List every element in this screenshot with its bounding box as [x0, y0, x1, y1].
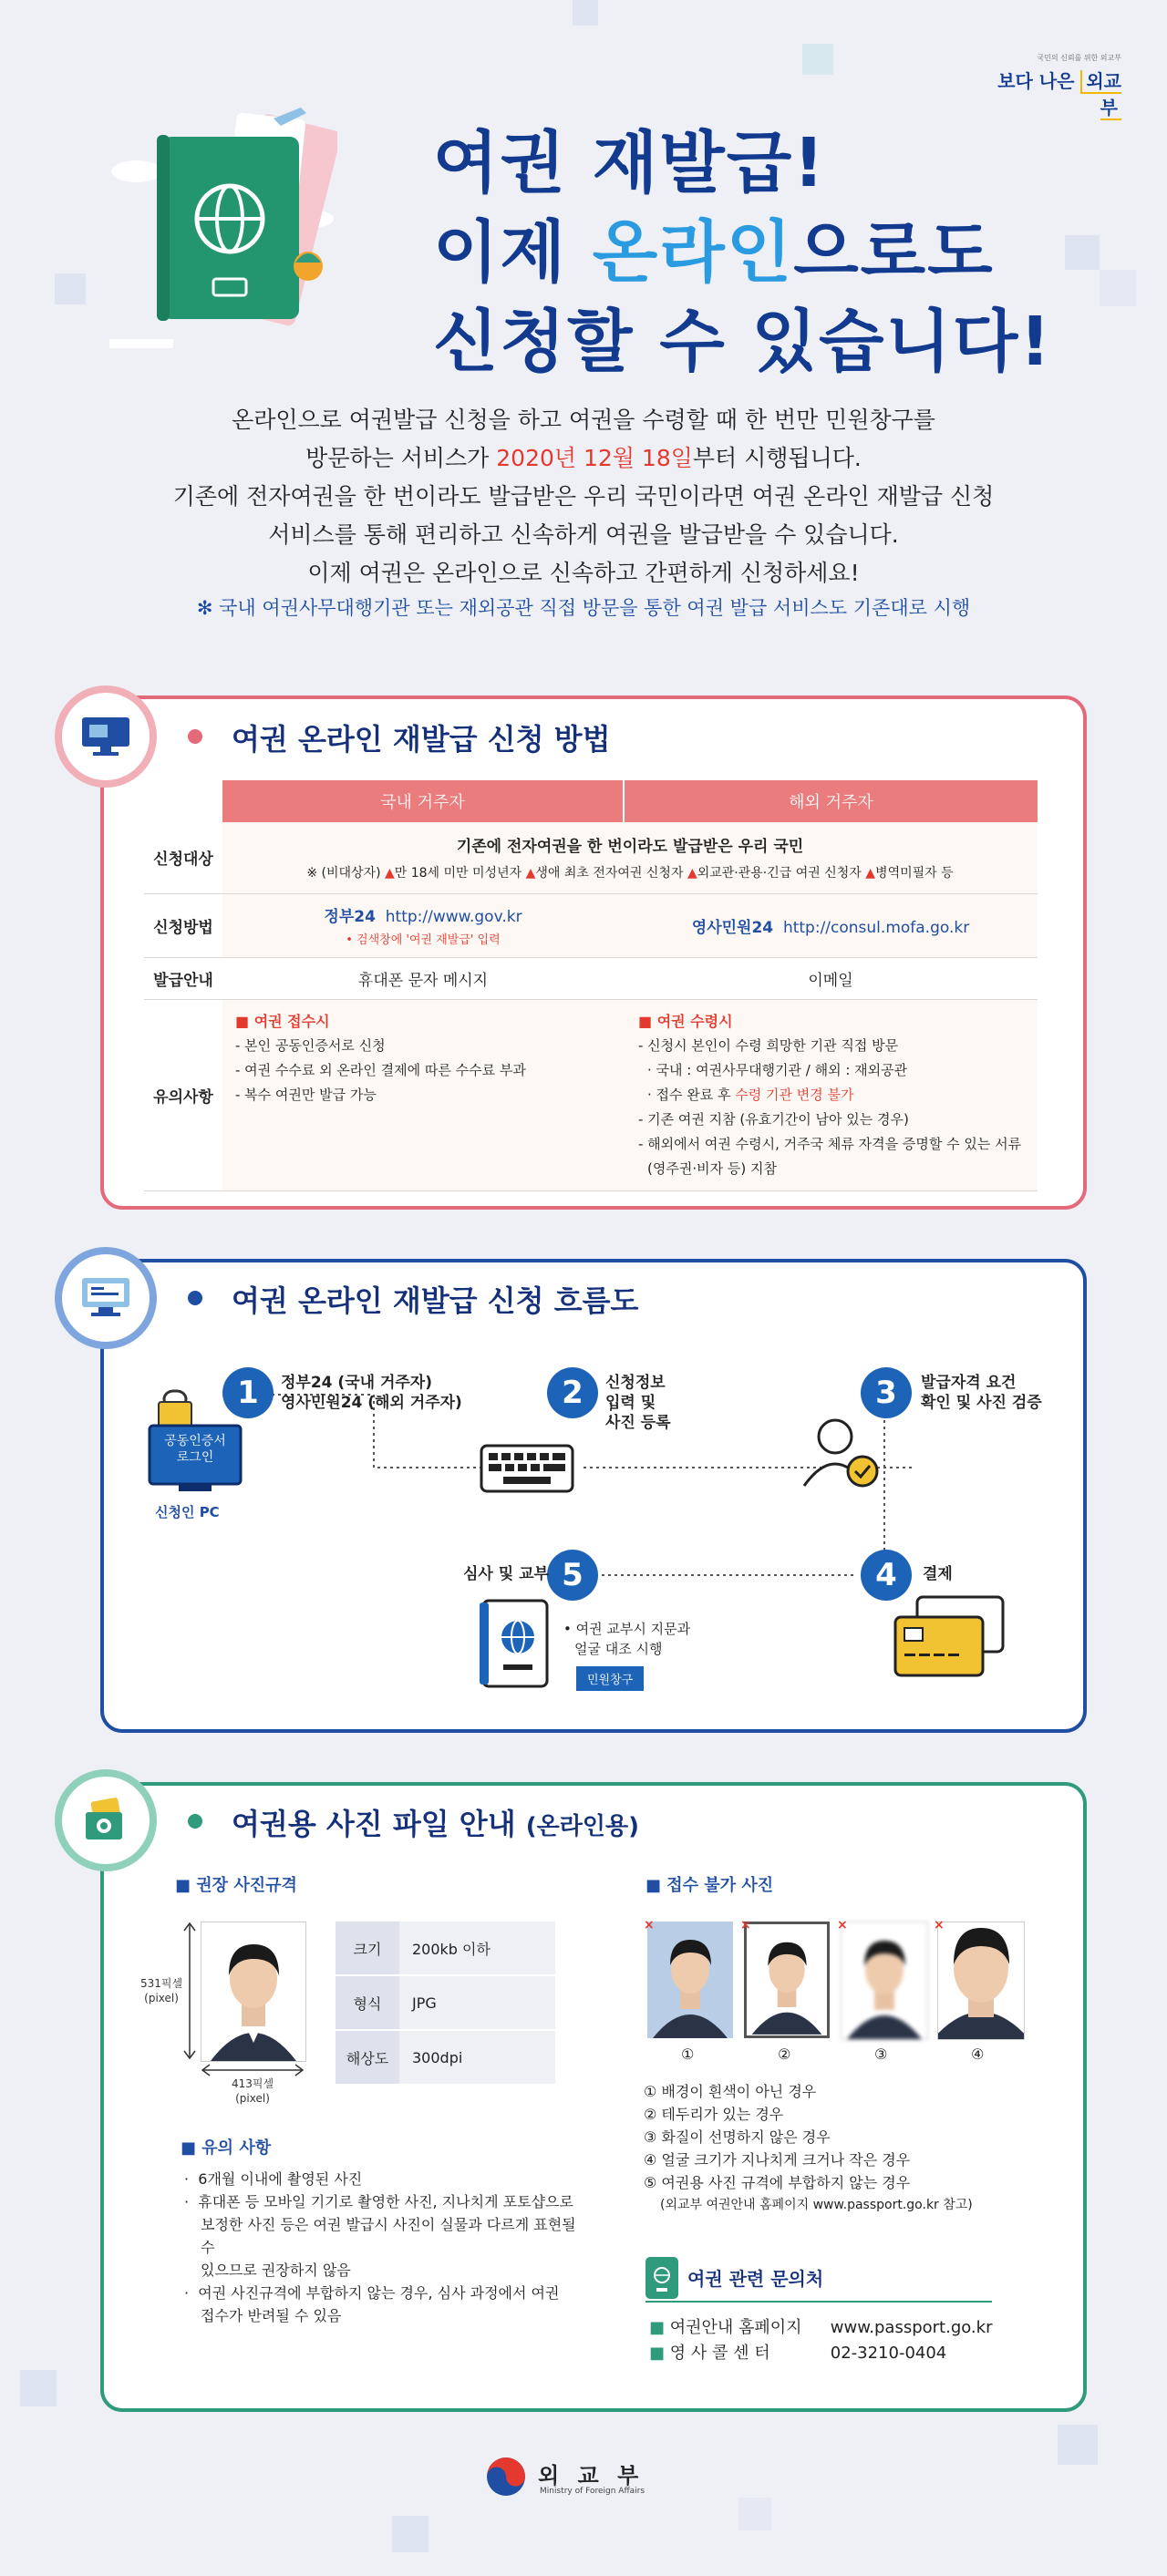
step2-text	[605, 1373, 671, 1433]
brand-logo	[985, 53, 1121, 118]
height-value: 531픽셀	[140, 1977, 183, 1990]
caution-ovs-head: ■ 여권 수령시	[638, 1012, 733, 1030]
step5-text: 심사 및 교부	[463, 1565, 549, 1583]
reject-reason-1: ① 배경이 흰색이 아닌 경우	[644, 2083, 817, 2100]
row-label-caution: 유의사항	[144, 999, 222, 1190]
contact-callcenter-label: 영 사 콜 센 터	[669, 2344, 770, 2363]
width-value: 413픽셀	[231, 2077, 274, 2090]
intro-text	[0, 401, 1167, 592]
page-title	[433, 118, 1052, 386]
credit-card-icon	[892, 1593, 1007, 1685]
gov24-hint: • 검색창에 '여권 재발급' 입력	[346, 933, 501, 947]
section-dot	[188, 1814, 202, 1829]
height-dimension-arrow	[181, 1922, 199, 2060]
col-domestic: 국내 거주자	[222, 780, 624, 822]
civil-counter-badge: 민원창구	[576, 1666, 644, 1691]
gov24-label: 정부24	[324, 908, 376, 926]
apply-method-table	[144, 780, 1038, 1191]
caution-list: · 6개월 이내에 촬영된 사진 · 휴대폰 등 모바일 기기로 촬영한 사진, 지나치게 포토샵으로 보정한 사진 등은 여권 발급시 사진이 실물과 다르게 표현될 수 있으므로 권장하지 않음 · 여권 사진규격에 부합하지 않는 경우, 심사 과정에서 여권 접수가 반려될 수 있음	[184, 2168, 585, 2327]
row-label-method: 신청방법	[144, 893, 222, 957]
photo-money-icon	[55, 1769, 157, 1871]
computer-icon	[55, 1247, 157, 1349]
reject-reason-2: ② 테두리가 있는 경우	[644, 2106, 784, 2123]
sample-passport-photo	[201, 1922, 306, 2062]
target-main: 기존에 전자여권을 한 번이라도 발급받은 우리 국민	[456, 838, 804, 857]
pc-label1: 공동인증서	[164, 1434, 226, 1448]
contact-list: ■ 여권안내 홈페이지 www.passport.go.kr ■ 영 사 콜 센 터 02-3210-0404	[649, 2315, 992, 2366]
contact-heading: 여권 관련 문의처	[687, 2268, 824, 2290]
target-sub-b: 만 18세 미만 미성년자	[394, 866, 526, 881]
reject-num-4: ④	[971, 2045, 985, 2063]
section-dot	[188, 1291, 202, 1305]
step1-line1: 정부24 (국내 거주자)	[281, 1374, 432, 1392]
consul24-label: 영사민원24	[691, 918, 774, 937]
footer-ministry-eng: Ministry of Foreign Affairs	[540, 2487, 645, 2496]
intro-line2-a: 방문하는 서비스가	[305, 445, 497, 471]
footer-ministry-name: 외 교 부	[538, 2463, 645, 2488]
reject-num-1: ①	[681, 2045, 695, 2063]
intro-line4: 서비스를 통해 편리하고 신속하게 여권을 발급받을 수 있습니다.	[268, 521, 899, 548]
section-title-apply: 여권 온라인 재발급 신청 방법	[232, 722, 611, 757]
gov24-link[interactable]: http://www.gov.kr	[385, 908, 522, 926]
intro-line1: 온라인으로 여권발급 신청을 하고 여권을 수령할 때 한 번만 민원창구를	[232, 407, 935, 433]
caution-item-2c: 있으므로 권장하지 않음	[201, 2262, 351, 2279]
photo-spec-table	[336, 1922, 555, 2086]
passport-illustration	[100, 91, 337, 355]
caution-ovs-3a: · 접수 완료 후	[647, 1086, 736, 1103]
contact-callcenter-number: 02-3210-0404	[830, 2344, 947, 2363]
intro-line2-b: 부터 시행됩니다.	[692, 445, 862, 471]
caution-domestic	[222, 999, 624, 1190]
width-unit: (pixel)	[235, 2092, 270, 2105]
intro-line5: 이제 여권은 온라인으로 신속하고 간편하게 신청하세요!	[307, 560, 860, 586]
mofa-emblem-icon	[485, 2456, 527, 2501]
section-title-photo	[232, 1801, 639, 1843]
caution-ovs-1: - 신청시 본인이 수령 희망한 기관 직접 방문	[638, 1036, 899, 1054]
caution-item-1: 6개월 이내에 촬영된 사진	[198, 2170, 363, 2188]
spec-key: 해상도	[336, 2030, 399, 2085]
height-label	[140, 1976, 182, 2005]
intro-line3: 기존에 전자여권을 한 번이라도 발급받은 우리 국민이라면 여권 온라인 재발급 신청	[172, 483, 995, 510]
section-title-flow: 여권 온라인 재발급 신청 흐름도	[232, 1283, 639, 1318]
reject-reason-5-note: (외교부 여권안내 홈페이지 www.passport.go.kr 참고)	[660, 2198, 973, 2212]
reject-reason-3: ③ 화질이 선명하지 않은 경우	[644, 2128, 831, 2146]
spec-key: 형식	[336, 1975, 399, 2030]
reject-reasons	[644, 2080, 973, 2217]
reject-reason-4: ④ 얼굴 크기가 지나치게 크거나 작은 경우	[644, 2151, 911, 2169]
photo-title-suffix: (온라인용)	[525, 1813, 640, 1840]
intro-note: ✻ 국내 여권사무대행기관 또는 재외공관 직접 방문을 통한 여권 발급 서비스도 기존대로 시행	[196, 597, 971, 619]
step3-line2: 확인 및 사진 검증	[921, 1394, 1042, 1412]
brand-line1: 보다 나은	[997, 70, 1075, 92]
caution-heading: ■ 유의 사항	[181, 2138, 272, 2158]
contact-divider	[645, 2301, 992, 2303]
passport-book-icon	[478, 1599, 551, 1694]
section-dot	[188, 729, 202, 744]
step5-note1: • 여권 교부시 지문과	[563, 1621, 691, 1637]
step4-text: 결제	[923, 1565, 953, 1583]
consul24-link[interactable]: http://consul.mofa.go.kr	[782, 918, 970, 937]
step2-line1: 신청정보	[605, 1374, 666, 1392]
row-target: 기존에 전자여권을 한 번이라도 발급받은 우리 국민 ※ (비대상자) ▲만 18세 미만 미성년자 ▲생애 최초 전자여권 신청자 ▲외교관·관용·긴급 여권 신청자 ▲병역미필자 등	[222, 822, 1038, 893]
target-sub-c: 생애 최초 전자여권 신청자	[535, 866, 687, 881]
title-line2-c: 으로도	[793, 213, 995, 292]
target-sub-d: 외교관·관용·긴급 여권 신청자	[697, 866, 866, 881]
step3-line1: 발급자격 요건	[921, 1374, 1017, 1392]
keyboard-icon	[480, 1440, 574, 1499]
caution-dom-head: ■ 여권 접수시	[235, 1012, 330, 1030]
reject-x-icon: ×	[740, 1918, 751, 1932]
step5-circle: 5	[547, 1550, 598, 1601]
rejected-photo-3	[841, 1922, 928, 2040]
caution-ovs-2: · 국내 : 여권사무대행기관 / 해외 : 재외공관	[647, 1061, 908, 1078]
pc-label2: 로그인	[176, 1450, 214, 1465]
photo-title-main: 여권용 사진 파일 안내	[232, 1807, 516, 1841]
intro-date: 2020년 12월 18일	[496, 445, 693, 471]
step3-text	[921, 1373, 1042, 1413]
title-line2-a: 이제	[433, 213, 593, 292]
title-line1: 여권 재발급!	[433, 124, 826, 202]
contact-homepage-label: 여권안내 홈페이지	[669, 2318, 802, 2337]
reject-x-icon: ×	[837, 1918, 848, 1932]
notice-overseas: 이메일	[624, 957, 1038, 999]
rejected-photo-1	[647, 1922, 733, 2038]
rejected-photo-4	[937, 1922, 1025, 2040]
width-label	[219, 2076, 286, 2106]
caution-dom-3: - 복수 여권만 발급 가능	[235, 1086, 377, 1103]
row-label-target: 신청대상	[144, 822, 222, 893]
caution-dom-1: - 본인 공동인증서로 신청	[235, 1036, 386, 1054]
step2-line3: 사진 등록	[605, 1414, 671, 1432]
reject-heading: ■ 접수 불가 사진	[645, 1876, 774, 1895]
spec-heading: ■ 권장 사진규격	[175, 1876, 297, 1895]
target-sub-e: 병역미필자 등	[875, 866, 954, 881]
user-verified-icon	[795, 1411, 886, 1497]
rejected-photo-2	[744, 1922, 830, 2038]
spec-value: 300dpi	[399, 2030, 555, 2085]
title-line3: 신청할 수 있습니다!	[433, 303, 1053, 381]
row-label-notice: 발급안내	[144, 957, 222, 999]
caution-item-2a: 휴대폰 등 모바일 기기로 촬영한 사진, 지나치게 포토샵으로	[198, 2193, 573, 2210]
col-overseas: 해외 거주자	[624, 780, 1038, 822]
monitor-icon	[55, 685, 157, 788]
brand-tagline: 국민의 신뢰를 위한 외교부	[1037, 54, 1121, 62]
step5-note2: 얼굴 대조 시행	[574, 1641, 663, 1657]
caution-overseas	[624, 999, 1038, 1190]
caution-item-3a: 여권 사진규격에 부합하지 않는 경우, 심사 과정에서 여권	[198, 2284, 560, 2302]
passport-contact-icon	[645, 2257, 678, 2299]
step1-line2: 영사민원24 (해외 거주자)	[281, 1394, 462, 1412]
target-sub-a: ※ (비대상자)	[306, 866, 385, 881]
caution-ovs-3b: 수령 기관 변경 불가	[735, 1086, 854, 1103]
spec-value: 200kb 이하	[399, 1922, 555, 1975]
step2-circle: 2	[547, 1367, 598, 1418]
method-overseas	[624, 893, 1038, 957]
reject-num-3: ③	[874, 2045, 888, 2063]
contact-homepage-link[interactable]: www.passport.go.kr	[830, 2318, 993, 2337]
step5-note	[563, 1619, 690, 1659]
caution-item-2b: 보정한 사진 등은 여권 발급시 사진이 실물과 다르게 표현될 수	[201, 2216, 576, 2256]
spec-value: JPG	[399, 1975, 555, 2030]
step3-circle: 3	[861, 1367, 912, 1418]
reject-reason-5: ⑤ 여권용 사진 규격에 부합하지 않는 경우	[644, 2174, 911, 2191]
caution-ovs-4: - 기존 여권 지참 (유효기간이 남아 있는 경우)	[638, 1110, 909, 1128]
pc-caption: 신청인 PC	[155, 1504, 220, 1520]
caution-item-3b: 접수가 반려될 수 있음	[201, 2307, 342, 2324]
title-line2-highlight: 온라인	[592, 213, 794, 292]
step1-text	[281, 1373, 462, 1413]
brand-line2: 외교부	[1080, 70, 1121, 120]
spec-key: 크기	[336, 1922, 399, 1975]
step4-circle: 4	[861, 1550, 912, 1601]
caution-ovs-6: (영주권·비자 등) 지참	[647, 1159, 777, 1177]
reject-x-icon: ×	[644, 1918, 655, 1932]
caution-dom-2: - 여권 수수료 외 온라인 결제에 따른 수수료 부과	[235, 1061, 526, 1078]
width-dimension-arrow	[201, 2064, 305, 2076]
height-unit: (pixel)	[144, 1992, 179, 2004]
caution-ovs-5: - 해외에서 여권 수령시, 거주국 체류 자격을 증명할 수 있는 서류	[638, 1135, 1022, 1152]
reject-x-icon: ×	[934, 1918, 945, 1932]
step2-line2: 입력 및	[605, 1394, 656, 1412]
reject-num-2: ②	[778, 2045, 791, 2063]
step1-circle: 1	[222, 1367, 274, 1418]
method-domestic	[222, 893, 624, 957]
notice-domestic: 휴대폰 문자 메시지	[222, 957, 624, 999]
